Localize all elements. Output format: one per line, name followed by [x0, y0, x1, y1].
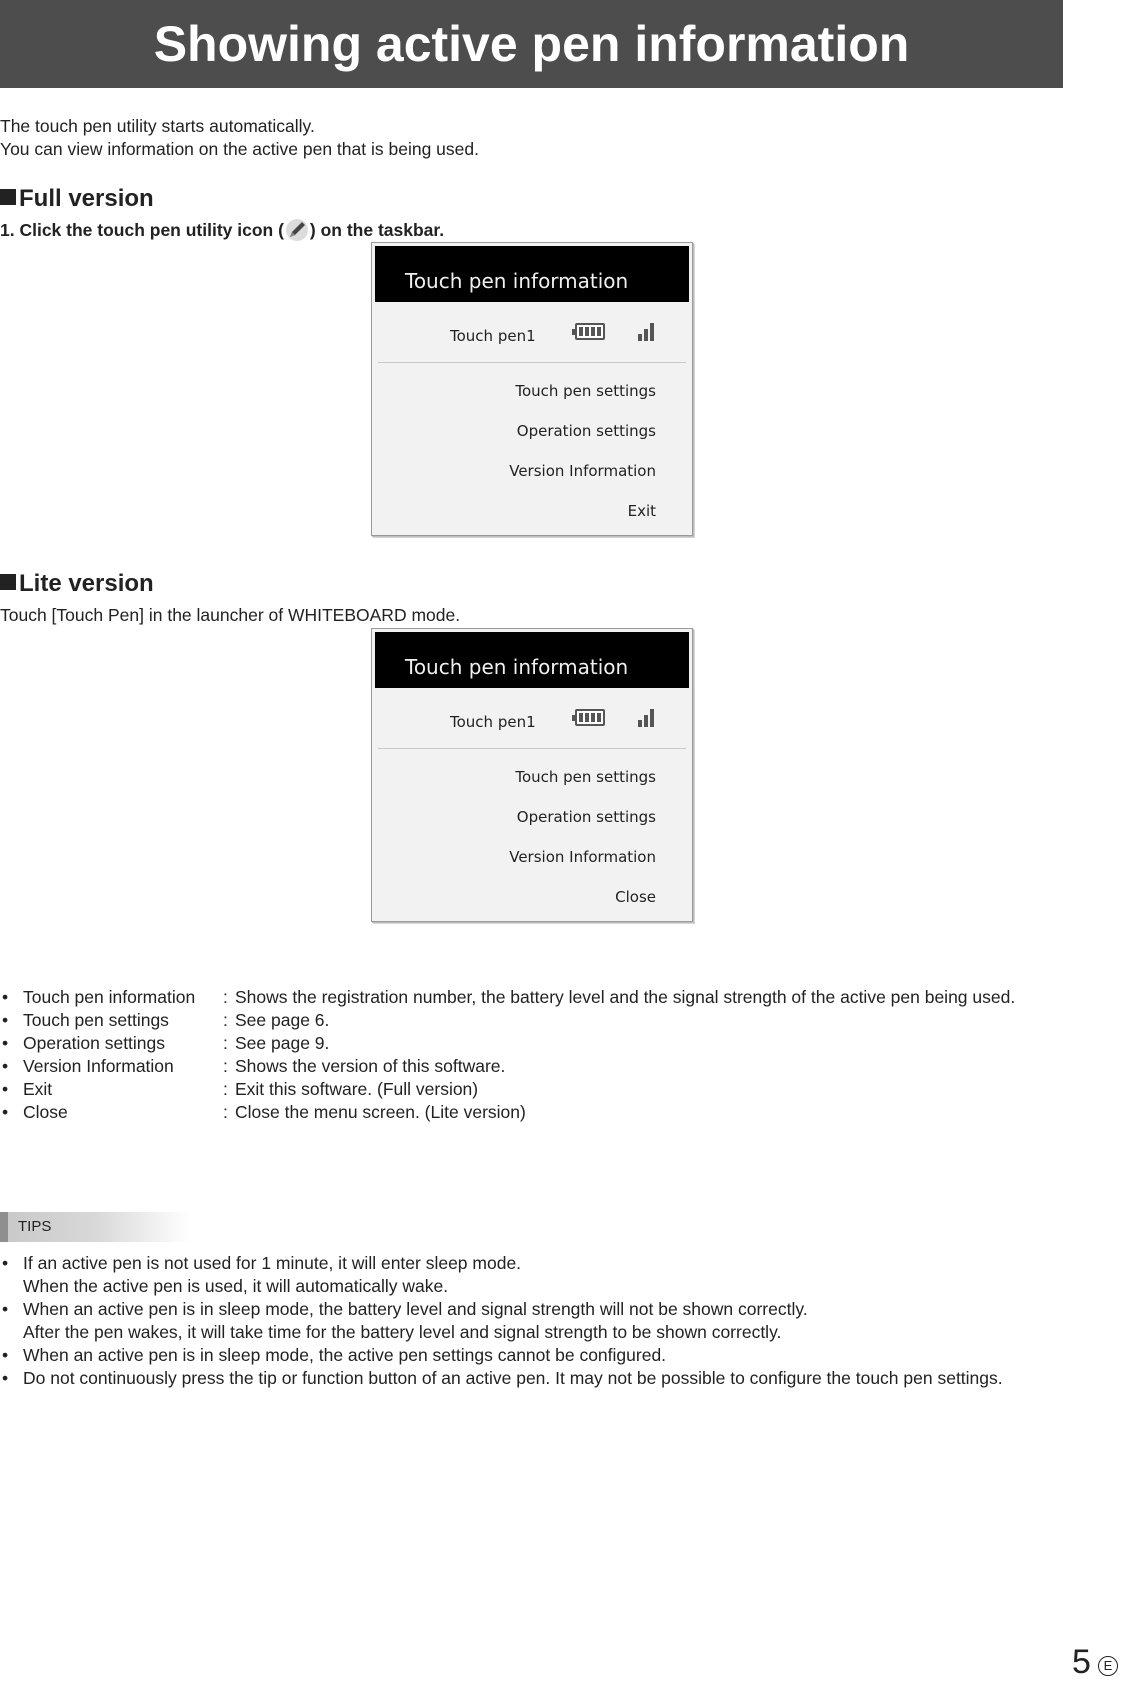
step-text-prefix: 1. Click the touch pen utility icon ( [0, 220, 284, 240]
tip-line: When the active pen is used, it will automatically wake. [23, 1276, 449, 1296]
definition-desc: Shows the registration number, the battery level and the signal strength of the active pen being used. [235, 987, 1016, 1007]
bullet: • [2, 1368, 9, 1388]
menu-divider [378, 362, 686, 363]
page-number: 5 [1072, 1643, 1091, 1681]
tip-line: If an active pen is not used for 1 minute, it will enter sleep mode. [23, 1253, 522, 1273]
menu-title: Touch pen information [375, 632, 689, 688]
menu-item-version-information[interactable]: Version Information [509, 462, 656, 480]
definition-row: • Touch pen settings : See page 6. [0, 1009, 1025, 1032]
intro-text [0, 115, 479, 161]
pen-icon [284, 218, 310, 242]
definition-desc: See page 9. [235, 1033, 330, 1053]
tip-line: Do not continuously press the tip or function button of an active pen. It may not be possible to configure the touch pen settings. [23, 1368, 1003, 1388]
page-title: Showing active pen information [0, 0, 1063, 88]
definition-term: Touch pen information [23, 987, 196, 1007]
definition-row: • Version Information : Shows the version of this software. [0, 1055, 1025, 1078]
definition-term: Exit [23, 1079, 53, 1099]
tip-item [0, 1252, 1003, 1298]
definition-term: Version Information [23, 1056, 174, 1076]
menu-divider [378, 748, 686, 749]
definition-row: • Touch pen information : Shows the registration number, the battery level and the signal strength of the active pen being used. [0, 986, 1025, 1009]
intro-line-1: The touch pen utility starts automatically. [0, 116, 315, 136]
menu-item-exit[interactable]: Exit [627, 502, 656, 520]
definition-list [0, 986, 1025, 1124]
menu-title: Touch pen information [375, 246, 689, 302]
definition-term: Touch pen settings [23, 1010, 169, 1030]
menu-item-touch-pen-settings[interactable]: Touch pen settings [515, 768, 656, 786]
pen-label: Touch pen1 [450, 713, 536, 731]
tip-line: When an active pen is in sleep mode, the battery level and signal strength will not be shown correctly. [23, 1299, 808, 1319]
bullet: • [2, 1079, 9, 1099]
definition-desc: See page 6. [235, 1010, 330, 1030]
signal-strength-icon [638, 323, 656, 341]
menu-item-touch-pen-settings[interactable]: Touch pen settings [515, 382, 656, 400]
step-text-suffix: ) on the taskbar. [309, 220, 445, 240]
lite-version-heading [0, 570, 154, 598]
tip-item [0, 1344, 1003, 1367]
bullet: • [2, 1056, 9, 1076]
menu-item-operation-settings[interactable]: Operation settings [516, 422, 656, 440]
bullet: • [2, 1299, 9, 1319]
definition-row: • Close : Close the menu screen. (Lite version) [0, 1101, 1025, 1124]
definition-desc: Exit this software. (Full version) [235, 1079, 479, 1099]
tips-list [0, 1252, 1003, 1390]
square-bullet-icon [0, 189, 16, 205]
menu-item-operation-settings[interactable]: Operation settings [516, 808, 656, 826]
lite-version-menu [371, 628, 693, 922]
bullet: • [2, 1253, 9, 1273]
battery-icon [575, 323, 605, 340]
menu-item-close[interactable]: Close [615, 888, 656, 906]
tips-label: TIPS [0, 1212, 190, 1242]
tip-item [0, 1298, 1003, 1344]
definition-desc: Shows the version of this software. [235, 1056, 506, 1076]
full-version-menu [371, 242, 693, 536]
definition-desc: Close the menu screen. (Lite version) [235, 1102, 526, 1122]
bullet: • [2, 1102, 9, 1122]
tip-item [0, 1367, 1003, 1390]
definition-term: Operation settings [23, 1033, 166, 1053]
lite-version-description: Touch [Touch Pen] in the launcher of WHITEBOARD mode. [0, 605, 461, 625]
signal-strength-icon [638, 709, 656, 727]
tip-line: When an active pen is in sleep mode, the active pen settings cannot be configured. [23, 1345, 667, 1365]
definition-term: Close [23, 1102, 68, 1122]
bullet: • [2, 1345, 9, 1365]
language-mark: E [1098, 1656, 1118, 1676]
full-version-title: Full version [19, 185, 154, 212]
bullet: • [2, 1033, 9, 1053]
bullet: • [2, 987, 9, 1007]
menu-item-version-information[interactable]: Version Information [509, 848, 656, 866]
full-version-heading [0, 185, 154, 213]
lite-version-title: Lite version [19, 570, 154, 597]
tip-line: After the pen wakes, it will take time for the battery level and signal strength to be shown correctly. [23, 1322, 782, 1342]
battery-icon [575, 709, 605, 726]
definition-row: • Operation settings : See page 9. [0, 1032, 1025, 1055]
pen-label: Touch pen1 [450, 327, 536, 345]
definition-row: • Exit : Exit this software. (Full version) [0, 1078, 1025, 1101]
intro-line-2: You can view information on the active pen that is being used. [0, 139, 479, 159]
bullet: • [2, 1010, 9, 1030]
full-version-step [0, 218, 444, 242]
square-bullet-icon [0, 574, 16, 590]
